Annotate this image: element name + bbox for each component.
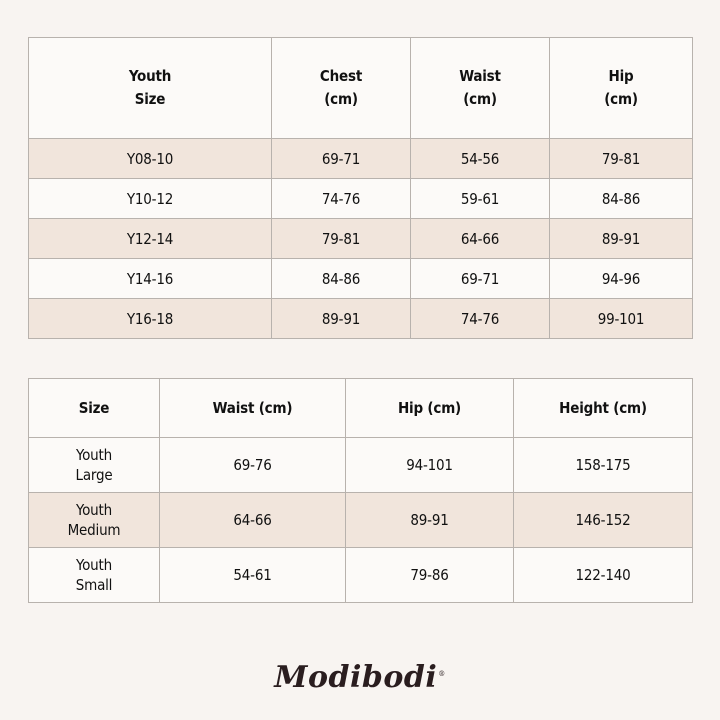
waist-cell: 54-56 [411,139,550,179]
table-row [29,438,693,493]
chest-cell: 84-86 [272,259,411,299]
height-cell: 122-140 [514,548,693,603]
table-row [29,299,693,339]
size-cell: Youth Medium [29,493,160,548]
table-row [29,139,693,179]
size-cell: Y12-14 [29,219,272,259]
table-row [29,179,693,219]
table-row [29,259,693,299]
header-waist: Waist (cm) [160,379,346,438]
waist-cell: 69-76 [160,438,346,493]
header-chest: Chest (cm) [272,38,411,139]
size-measurements-table [28,378,693,603]
header-hip: Hip (cm) [346,379,514,438]
table-header-row [29,38,693,139]
youth-size-chart-table [28,37,693,339]
hip-cell: 84-86 [550,179,693,219]
waist-cell: 74-76 [411,299,550,339]
waist-cell: 59-61 [411,179,550,219]
hip-cell: 99-101 [550,299,693,339]
chest-cell: 69-71 [272,139,411,179]
hip-cell: 94-101 [346,438,514,493]
hip-cell: 79-81 [550,139,693,179]
hip-cell: 94-96 [550,259,693,299]
size-cell: Youth Large [29,438,160,493]
header-size: Size [29,379,160,438]
size-cell: Y08-10 [29,139,272,179]
registered-mark: ® [438,670,446,678]
waist-cell: 64-66 [411,219,550,259]
table-row [29,548,693,603]
size-cell: Youth Small [29,548,160,603]
header-waist: Waist (cm) [411,38,550,139]
brand-name: Modibodi [274,660,438,695]
size-cell: Y16-18 [29,299,272,339]
header-hip: Hip (cm) [550,38,693,139]
height-cell: 146-152 [514,493,693,548]
waist-cell: 69-71 [411,259,550,299]
header-height: Height (cm) [514,379,693,438]
hip-cell: 79-86 [346,548,514,603]
table-row [29,219,693,259]
waist-cell: 54-61 [160,548,346,603]
header-youth-size: Youth Size [29,38,272,139]
chest-cell: 74-76 [272,179,411,219]
modibodi-logo [0,660,720,695]
table-header-row [29,379,693,438]
hip-cell: 89-91 [346,493,514,548]
hip-cell: 89-91 [550,219,693,259]
chest-cell: 79-81 [272,219,411,259]
size-cell: Y10-12 [29,179,272,219]
height-cell: 158-175 [514,438,693,493]
waist-cell: 64-66 [160,493,346,548]
table-row [29,493,693,548]
size-cell: Y14-16 [29,259,272,299]
chest-cell: 89-91 [272,299,411,339]
